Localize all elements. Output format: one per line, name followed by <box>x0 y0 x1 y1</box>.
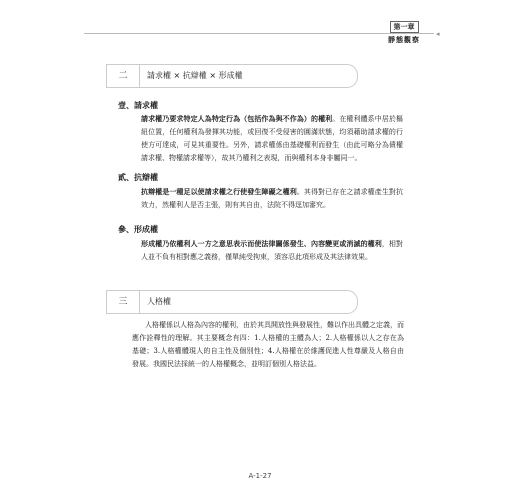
section-number: 三 <box>107 291 140 313</box>
paragraph-text: ，相對人並不負有相對應之義務，僅單純受拘束，須容忍此項形成及其法律效果。 <box>141 240 404 261</box>
section-number: 二 <box>107 65 140 87</box>
key-sentence: 請求權乃要求特定人為特定行為（包括作為與不作為）的權利 <box>141 114 333 123</box>
heading-formation-right: 參、形成權 <box>118 225 158 234</box>
chapter-label: 第一章 <box>390 21 419 33</box>
paragraph-formation-right <box>141 237 403 264</box>
key-sentence: 抗辯權是一種足以使請求權之行使發生障礙之權利 <box>141 187 297 196</box>
key-sentence: 形成權乃依權利人一方之意思表示而使法律關係發生、內容變更或消滅的權利 <box>141 239 382 248</box>
paragraph-text: 。在權利體系中居於樞紐位置，任何權利為發揮其功能，或回復不受侵害的圓滿狀態，均須藉助請求權的行使方可達成，可見其重要性。另外，請求權係由基礎權利而發生（由此可略分為債權請求權、物權請求權等），故其乃權利之表現，而與權利本身非屬同一。 <box>141 115 403 162</box>
chapter-bullet-icon: ◂ <box>436 30 440 38</box>
chapter-subtitle: 靜態觀察 <box>388 35 420 44</box>
heading-defense-right: 貳、抗辯權 <box>118 173 158 182</box>
paragraph-personality-right: 人格權係以人格為內容的權利，由於其具開放性與發展性，難以作出具體之定義，而應作詮釋性的理解。其主要概念有四：1.人格權的主體為人；2.人格權係以人之存在為基礎；3.人格權體現人的自主性及個別性；4.人格權在於維護促進人性尊嚴及人格自由發展。我國民法採統一的人格權概念，並明訂個別人格法益。 <box>132 321 404 368</box>
heading-claim-right: 壹、請求權 <box>118 101 158 110</box>
section-title: 人格權 <box>147 297 171 306</box>
paragraph-defense-right <box>141 185 403 212</box>
paragraph-claim-right <box>141 112 403 165</box>
section-header-2 <box>106 64 358 88</box>
page-number: A-1-27 <box>248 472 272 480</box>
paragraph-text: 。其得對已存在之請求權產生對抗效力，然權利人是否主張，則有其自由，法院不得逕加審究。 <box>141 188 404 209</box>
section-title: 請求權 × 抗辯權 × 形成權 <box>147 71 243 80</box>
chapter-marker <box>372 14 436 45</box>
section-header-3 <box>106 290 358 314</box>
